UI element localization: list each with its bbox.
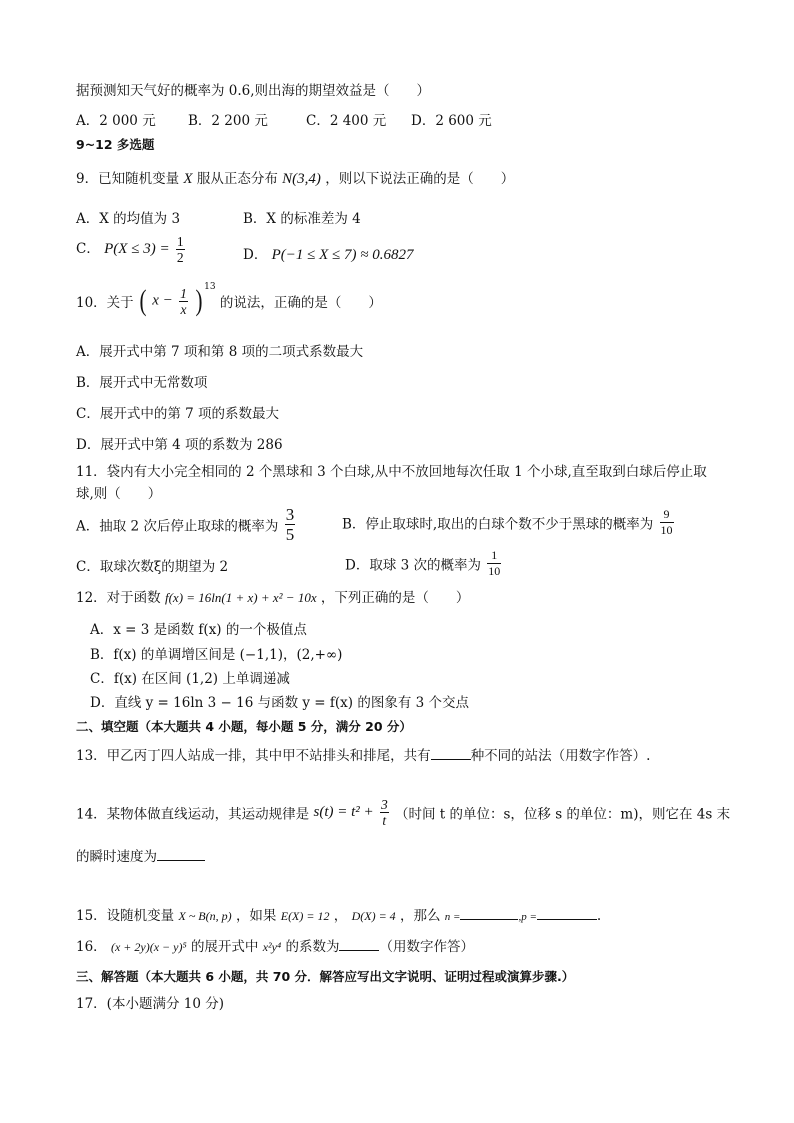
fraction-denominator: 10 — [488, 564, 501, 578]
q11-option-a-text: A．抽取 2 次后停止取球的概率为 — [76, 518, 279, 535]
q12-option-b: B．f(x) 的单调增区间是 (−1,1)，(2,+∞) — [90, 647, 343, 663]
q15-expr3: D(X) = 4 — [351, 909, 396, 923]
q15-p-label: ,p = — [518, 911, 537, 923]
q16-stem-a: 16． — [76, 939, 107, 955]
q11-option-d-text: D．取球 3 次的概率为 — [345, 557, 481, 574]
q10-power: 13 — [204, 282, 216, 292]
q16-expr: (x + 2y)(x − y)⁵ — [110, 940, 187, 954]
q11-option-c: C．取球次数ξ的期望为 2 — [76, 559, 229, 575]
q14-fraction — [380, 797, 389, 828]
q11-option-b-text: B．停止取球时,取出的白球个数不少于黑球的概率为 — [342, 516, 654, 533]
q15-expr1: X ~ B(n, p) — [178, 909, 232, 923]
q10-fraction — [179, 286, 188, 317]
q9-stem — [76, 170, 514, 188]
q10-option-c: C．展开式中的第 7 项的系数最大 — [76, 406, 280, 422]
q10-stem-a: 10．关于 — [76, 295, 134, 311]
q9-var: X — [183, 171, 193, 187]
fraction-numerator: 1 — [487, 548, 501, 564]
q9-option-d-expr: P(−1 ≤ X ≤ 7) ≈ 0.6827 — [271, 247, 414, 263]
q15-n-blank[interactable] — [460, 905, 518, 920]
q15-n-label: n = — [444, 911, 461, 923]
q14-expr: s(t) = t² + — [313, 804, 374, 820]
q15-p-blank[interactable] — [537, 905, 597, 920]
multi-choice-header: 9~12 多选题 — [76, 137, 155, 152]
q14-stem-b: （时间 t 的单位：s，位移 s 的单位：m)，则它在 4s 末 — [394, 806, 731, 823]
section-3-header: 三、解答题（本大题共 6 小题，共 70 分．解答应写出文字说明、证明过程或演算步骤.） — [76, 969, 575, 984]
q9-dist: N(3,4) — [282, 171, 321, 187]
q8-option-a: A．2 000 元 — [76, 113, 156, 129]
q11-stem-line2: 球,则（ ） — [76, 486, 162, 502]
q9-option-a: A．X 的均值为 3 — [76, 211, 181, 227]
q14-line2-text: 的瞬时速度为 — [76, 849, 157, 865]
q11-stem-line1: 11．袋内有大小完全相同的 2 个黑球和 3 个白球,从中不放回地每次任取 1 个小球,直至取到白球后停止取 — [76, 464, 707, 480]
q17-header: 17．(本小题满分 10 分) — [76, 996, 224, 1012]
fraction-denominator: 2 — [176, 250, 184, 265]
q11-option-d-fraction — [487, 548, 501, 579]
q12-stem-b: ，下列正确的是（ ） — [320, 590, 470, 606]
q9-option-b: B．X 的标准差为 4 — [243, 211, 361, 227]
q8-option-b: B．2 200 元 — [188, 113, 268, 129]
q10-stem — [76, 284, 382, 318]
q12-option-d: D．直线 y = 16ln 3 − 16 与函数 y = f(x) 的图象有 3 个交点 — [90, 695, 469, 711]
q10-option-d: D．展开式中第 4 项的系数为 286 — [76, 437, 283, 453]
q9-stem-b: 服从正态分布 — [196, 171, 278, 187]
fraction-numerator: 1 — [176, 234, 184, 249]
q14-line2 — [76, 846, 205, 866]
q14-answer-blank[interactable] — [157, 846, 205, 861]
q13-stem-b: 种不同的站法（用数字作答）. — [470, 748, 651, 764]
fraction-denominator: 10 — [660, 523, 673, 537]
q14-stem-a: 14．某物体做直线运动，其运动规律是 — [76, 806, 310, 823]
q9-stem-c: ，则以下说法正确的是（ ） — [325, 171, 515, 187]
q15-stem-a: 15．设随机变量 — [76, 908, 175, 924]
q9-option-c-fraction — [176, 234, 185, 265]
right-paren: ) — [195, 284, 203, 317]
fraction-denominator: 5 — [285, 525, 295, 544]
q9-stem-a: 9．已知随机变量 — [76, 171, 180, 187]
q10-option-a: A．展开式中第 7 项和第 8 项的二项式系数最大 — [76, 344, 364, 360]
fraction-numerator: 9 — [660, 507, 674, 523]
q9-option-c — [76, 234, 187, 265]
q15-stem-c: ， — [333, 908, 348, 924]
q8-stem-tail: 据预测知天气好的概率为 0.6,则出海的期望效益是（ ） — [76, 83, 431, 99]
q10-stem-b: 的说法，正确的是（ ） — [219, 295, 382, 311]
q11-option-b-fraction — [660, 507, 674, 538]
q9-option-c-expr: P(X ≤ 3) = — [104, 241, 170, 257]
left-paren: ( — [139, 284, 147, 317]
q9-option-d-label: D． — [243, 247, 268, 263]
q16-stem-b: 的展开式中 — [190, 939, 259, 955]
q12-option-c: C．f(x) 在区间 (1,2) 上单调递减 — [90, 671, 290, 687]
q11-option-a — [76, 505, 297, 544]
q16-stem-d: （用数字作答） — [379, 939, 474, 955]
q8-option-c: C．2 400 元 — [306, 113, 387, 129]
q16-stem — [76, 936, 474, 956]
fraction-numerator: 3 — [380, 797, 388, 812]
q11-option-a-fraction — [285, 505, 296, 544]
q15-stem-b: ，如果 — [235, 908, 277, 924]
q16-term: x²y⁴ — [262, 940, 282, 954]
q16-answer-blank[interactable] — [339, 936, 379, 951]
q13-stem-a: 13．甲乙丙丁四人站成一排，其中甲不站排头和排尾，共有 — [76, 748, 431, 764]
q10-option-b: B．展开式中无常数项 — [76, 375, 208, 391]
q11-option-b — [342, 507, 676, 538]
q14-stem — [76, 797, 730, 828]
fraction-numerator: 1 — [180, 285, 187, 301]
q8-option-d: D．2 600 元 — [411, 113, 492, 129]
q13-answer-blank[interactable] — [431, 745, 471, 760]
q12-option-a: A．x = 3 是函数 f(x) 的一个极值点 — [90, 622, 307, 638]
q15-stem — [76, 905, 601, 926]
q15-stem-d: ，那么 — [399, 908, 441, 924]
q9-option-c-label: C． — [76, 241, 100, 257]
q9-option-d — [243, 243, 414, 264]
q10-expr-x: x − — [152, 292, 173, 309]
fraction-denominator: x — [180, 301, 187, 317]
section-2-header: 二、填空题（本大题共 4 小题，每小题 5 分，满分 20 分） — [76, 719, 412, 734]
fraction-numerator: 3 — [285, 505, 295, 524]
q11-option-d — [345, 548, 503, 579]
q12-stem — [76, 589, 469, 607]
q12-stem-a: 12．对于函数 — [76, 590, 161, 606]
q16-stem-c: 的系数为 — [285, 939, 340, 955]
q15-expr2: E(X) = 12 — [280, 909, 330, 923]
q13-stem — [76, 745, 650, 765]
q12-func: f(x) = 16ln(1 + x) + x² − 10x — [164, 590, 317, 605]
fraction-denominator: t — [382, 813, 387, 828]
q15-end: . — [596, 908, 602, 924]
